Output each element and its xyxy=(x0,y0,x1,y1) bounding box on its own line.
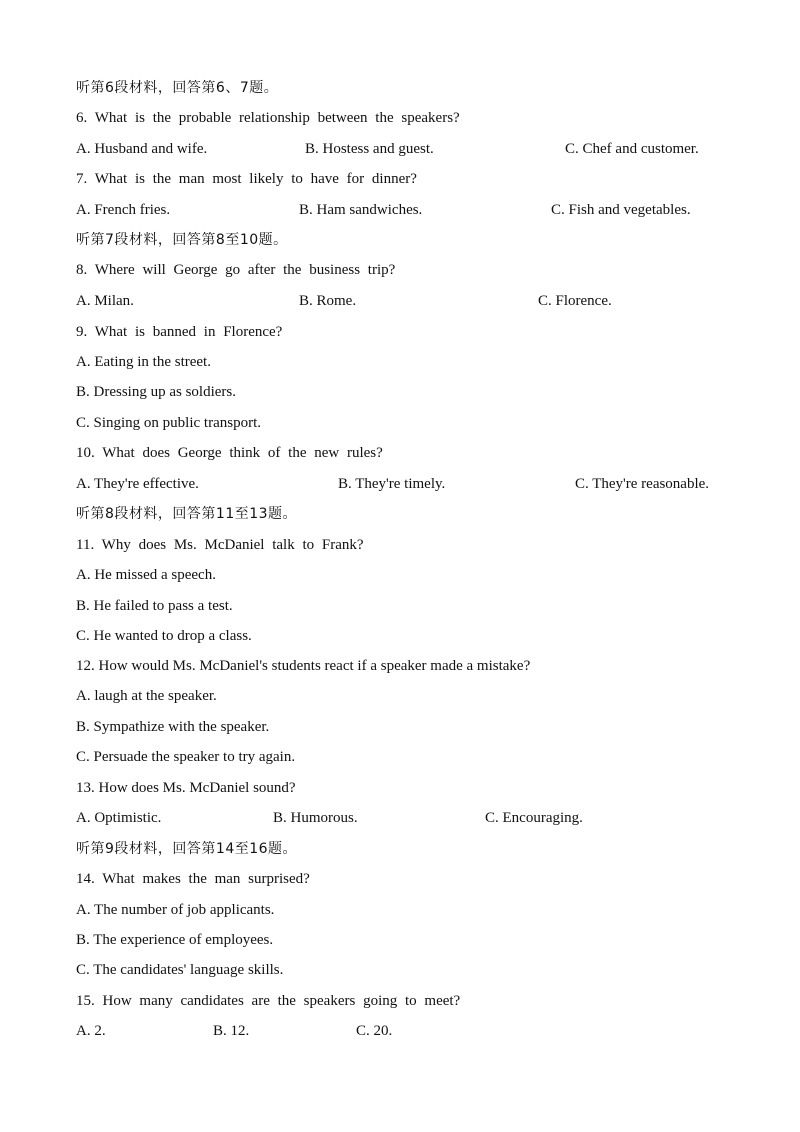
option-c: C. Singing on public transport. xyxy=(76,415,261,431)
option-c: C. Fish and vegetables. xyxy=(551,202,691,218)
option-c: C. 20. xyxy=(356,1023,393,1039)
section-heading: 听第8段材料，回答第11至13题。 xyxy=(76,506,298,522)
option-b: B. The experience of employees. xyxy=(76,932,274,948)
option-b: B. 12. xyxy=(213,1023,250,1039)
option-a: A. They're effective. xyxy=(76,476,199,492)
option-c: C. He wanted to drop a class. xyxy=(76,628,252,644)
option-a: A. He missed a speech. xyxy=(76,567,216,583)
option-b: B. They're timely. xyxy=(338,476,446,492)
option-a: A. French fries. xyxy=(76,202,171,218)
section-heading: 听第9段材料，回答第14至16题。 xyxy=(76,841,298,857)
question-stem: 12. How would Ms. McDaniel's students react if a speaker made a mistake? xyxy=(76,658,531,674)
option-a: A. Husband and wife. xyxy=(76,141,208,157)
option-c: C. Chef and customer. xyxy=(565,141,699,157)
question-stem: 13. How does Ms. McDaniel sound? xyxy=(76,780,296,796)
option-a: A. laugh at the speaker. xyxy=(76,688,217,704)
option-b: B. Humorous. xyxy=(273,810,358,826)
option-a: A. Milan. xyxy=(76,293,134,309)
question-stem: 15. How many candidates are the speakers going to meet? xyxy=(76,993,461,1009)
option-c: C. Persuade the speaker to try again. xyxy=(76,749,296,765)
option-b: B. Dressing up as soldiers. xyxy=(76,384,236,400)
option-b: B. He failed to pass a test. xyxy=(76,598,233,614)
option-a: A. The number of job applicants. xyxy=(76,902,275,918)
option-b: B. Rome. xyxy=(299,293,357,309)
option-b: B. Sympathize with the speaker. xyxy=(76,719,270,735)
question-stem: 8. Where will George go after the business trip? xyxy=(76,262,396,278)
section-heading: 听第7段材料，回答第8至10题。 xyxy=(76,232,288,248)
option-b: B. Ham sandwiches. xyxy=(299,202,423,218)
question-stem: 10. What does George think of the new rules? xyxy=(76,445,383,461)
option-c: C. Encouraging. xyxy=(485,810,583,826)
option-a: A. 2. xyxy=(76,1023,106,1039)
question-stem: 14. What makes the man surprised? xyxy=(76,871,310,887)
section-heading: 听第6段材料，回答第6、7题。 xyxy=(76,80,279,96)
option-a: A. Eating in the street. xyxy=(76,354,211,370)
option-b: B. Hostess and guest. xyxy=(305,141,434,157)
question-stem: 11. Why does Ms. McDaniel talk to Frank? xyxy=(76,537,364,553)
question-stem: 9. What is banned in Florence? xyxy=(76,324,283,340)
option-c: C. Florence. xyxy=(538,293,612,309)
option-a: A. Optimistic. xyxy=(76,810,162,826)
option-c: C. They're reasonable. xyxy=(575,476,710,492)
option-c: C. The candidates' language skills. xyxy=(76,962,284,978)
question-stem: 7. What is the man most likely to have for dinner? xyxy=(76,171,417,187)
question-stem: 6. What is the probable relationship between the speakers? xyxy=(76,110,460,126)
